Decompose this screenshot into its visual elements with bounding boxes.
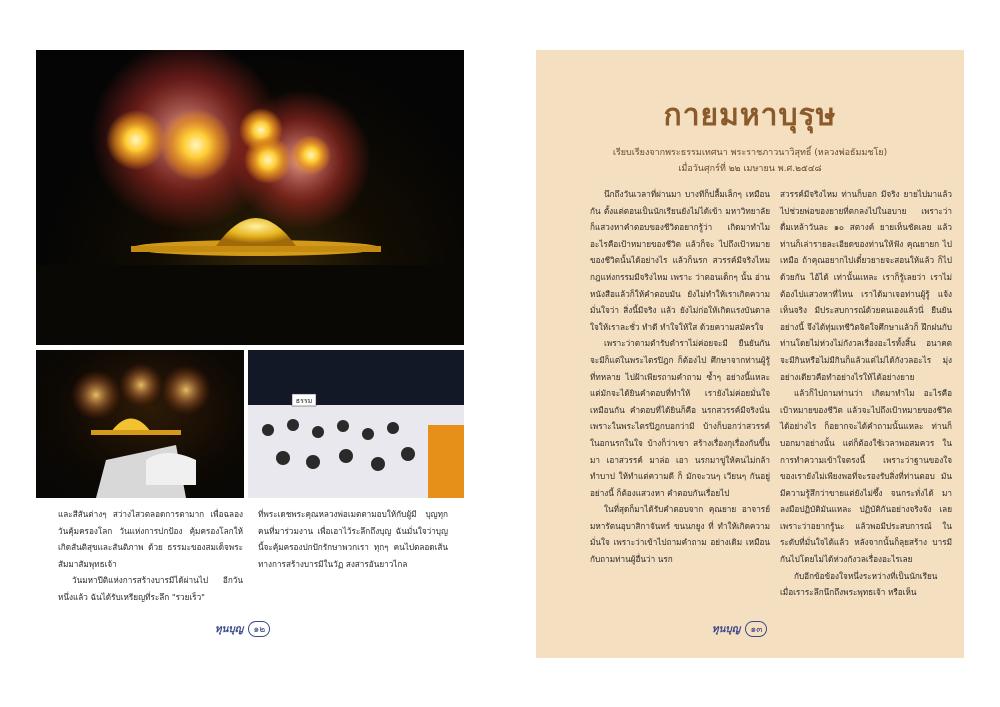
sign-label: ธรรม (295, 397, 313, 405)
fireworks-photo (36, 50, 464, 345)
crowd-photo (248, 350, 464, 498)
paragraph: วันมหาปีติแห่งการสร้างบารมีได้ผ่านไป อีกวันหนึ่งแล้ว ฉันได้รับเหรียญที่ระลึก "รวยเร็ว" (58, 575, 243, 602)
left-page-footer (215, 621, 272, 637)
logo-text: ทุนบุญ (712, 624, 741, 635)
crowd-illustration (248, 350, 464, 498)
page-number: ๑๓ (745, 621, 767, 637)
paragraph: กับอีกข้อข้องใจหนึ่งระหว่างที่เป็นนักเรียน เมื่อเราระลึกนึกถึงพระพุทธเจ้า หรือเห็น (780, 570, 938, 598)
paragraph: เพราะว่าตามตำรับตำราไม่ค่อยจะมี ยืนยันกัน จะมีก็แต่ในพระไตรปิฎก ก็ต้องไป ศึกษาจากท่านผู้รู้ที่ทหลาย ไปฝ้าเพียรถามคำถาม ซ้ำๆ อย่างนี้แหละ แต่มักจะได้ยินคำตอบที่ทำให้ เรายังไม่ค่อยมั่นใจเหมือนกัน คำตอบที่ได้ยินก็คือ นรกสวรรค์มีจริงนั่นเพราะในพระไตรปิฎกบอกว่ามี บ้างก็บอกว่าสวรรค์ในอกนรกในใจ บ้างก็ว่าเขา สร้างเรื่องกุเรื่องกันขึ้นมา เอาสวรรค์ มาล่อ เอา นรกมาขู่ให้คนไม่กล้าทำบาป ให้ทำแต่ความดี ก็ มักจะวนๆ เวียนๆ กันอยู่อย่างนี้ ก็ต้องแสวงหา คำตอบกันเรื่อยไป (590, 338, 770, 498)
tunboon-logo (712, 622, 740, 637)
article-date: เมื่อวันศุกร์ที่ ๒๒ เมษายน พ.ศ.๒๕๔๘ (678, 164, 822, 174)
paragraph: นึกถึงวันเวลาที่ผ่านมา บางทีก็ปลื้มเล็กๆ เหมือนกัน ตั้งแต่ตอนเป็นนักเรียนยังไม่ได้เข้า มหาวิทยาลัยก็แสวงหาคำตอบของชีวิตอยากรู้ว่า เกิดมาทำไมอะไรคือเป้าหมายของชีวิต แล้วก็จะ ไปถึงเป้าหมายของชีวิตนั้นได้อย่างไร แล้วก็นรก สวรรค์มีจริงไหม กฎแห่งกรรมมีจริงไหม เพราะ ว่าตอนเด็กๆ นั้น อ่านหนังสือแล้วก็ให้คำตอบมัน ยังไม่ทำให้เราเกิดความมั่นใจว่า สิ่งนี้มีจริง แล้ว ยังไม่ก่อให้เกิดแรงบันดาลใจให้เราละชั่ว ทำดี ทำใจให้ใส ด้วยความสมัครใจ (590, 189, 770, 332)
paragraph: แล้วก็ไปถามท่านว่า เกิดมาทำไม อะไรคือ เป้าหมายของชีวิต แล้วจะไปถึงเป้าหมายของชีวิต ได้อย่างไร ก็อยากจะได้คำถามนั้นแหละ ท่านก็บอกมาอย่างนั้น แต่ก็ต้องใช้เวลาพอสมควร ในการทำความเข้าใจตรงนี้ เพราะว่าฐานของใจ ของเรายังไม่เพียงพอที่จะรองรับสิ่งที่ท่านตอบ มันมีความรู้สึกว่าขายแต่ยังไม่ซึ้ง จนกระทั่งได้ มาลงมือปฏิบัติมันแหละ ปฏิบัติกันอย่างจริงจัง เลยเพราะว่าอยากรู้นะ แล้วพอมีประสบการณ์ ในระดับที่มั่นใจได้แล้ว หลังจากนั้นก็ลุยสร้าง บารมีกันไปโดยไม่ได้ห่วงกังวลเรื่องอะไรเลย (780, 388, 952, 565)
paragraph: ในที่สุดก็มาได้รับคำตอบจาก คุณยาย อาจารย์มหารัตนอุบาสิกาจันทร์ ขนนกยูง ที่ ทำให้เกิดความมั่นใจ เพราะว่าเข้าไปถามคำถาม อย่างเดิม เหมือนกับถามท่านผู้อื่นว่า นรก (590, 504, 770, 565)
right-text-column-1 (590, 186, 770, 568)
left-text-column-2 (258, 506, 448, 572)
logo-text: ทุนบุญ (215, 624, 244, 635)
paragraph: สวรรค์มีจริงไหม ท่านก็บอก มีจริง ยายไปมาแล้ว ไปช่วยพ่อของยายที่ตกลงไปในอบาย เพราะว่า ดื่มเหล้าวันละ ๑๐ สตางค์ ยายเห็นชัดเลย แล้ว ท่านก็เล่ารายละเอียดของท่านให้ฟัง คุณยายก ไปเหมือ ถ้าคุณอยากไปเดี๋ยวยายจะสอนให้แล้ว ก็ไปด้วยกัน ไอ้ได้ เท่านั้นแหละ เราก็รู้เลยว่า เราไม่ต้องไปแสวงหาที่ไหน เราได้มาเจอท่านผู้รู้ แจ้งเห็นจริง มีประสบการณ์ด้วยตนเองแล้วนี่ ยืนยันอย่างนี้ จึงได้ทุ่มเทชีวิตจิตใจศึกษาแล้วก็ ฝึกฝนกับท่านโดยไม่ห่วงไม่กังวลเรื่องอะไรทั้งสิ้น อนาคตจะมีกินหรือไม่มีกินก็แล้วแต่ไม่ได้กังวลอะไร มุ่งอย่างเดียวคือทำอย่างไรให้ได้อย่างยาย (780, 189, 952, 382)
dome-night-illustration (36, 350, 244, 498)
article-subtitle: เรียบเรียงจากพระธรรมเทศนา พระราชภาวนาวิสุทธิ์ (หลวงพ่อธัมมชโย) (612, 148, 888, 158)
dome-night-photo (36, 350, 244, 498)
tunboon-logo (215, 622, 243, 637)
paragraph: ที่พระเดชพระคุณหลวงพ่อเมตตามอบให้กับผู้มี บุญทุกคนที่มาร่วมงาน เพื่อเอาไว้ระลึกถึงบุญ ฉันมั่นใจว่าบุญนี้จะคุ้มครองปกปักรักษาพวกเรา ทุกๆ คนไปตลอดเส้นทางการสร้างบารมีในวัฏ สงสารอันยาวไกล (258, 509, 448, 569)
left-text-column-1 (58, 506, 243, 606)
right-text-column-2 (780, 186, 952, 601)
right-page-footer (712, 621, 769, 637)
page-number: ๑๒ (248, 621, 270, 637)
article-title: กายมหาบุรุษ (663, 98, 837, 133)
fireworks-illustration (36, 50, 464, 345)
paragraph: และสีสันต่างๆ สว่างไสวตลอดการตามาก เพื่อฉลองวันคุ้มครองโลก วันแห่งการปกป้อง คุ้มครองโลกให้เกิดสันติสุขและสันติภาพ ด้วย ธรรมะของสมเด็จพระสัมมาสัมพุทธเจ้า (58, 509, 243, 569)
